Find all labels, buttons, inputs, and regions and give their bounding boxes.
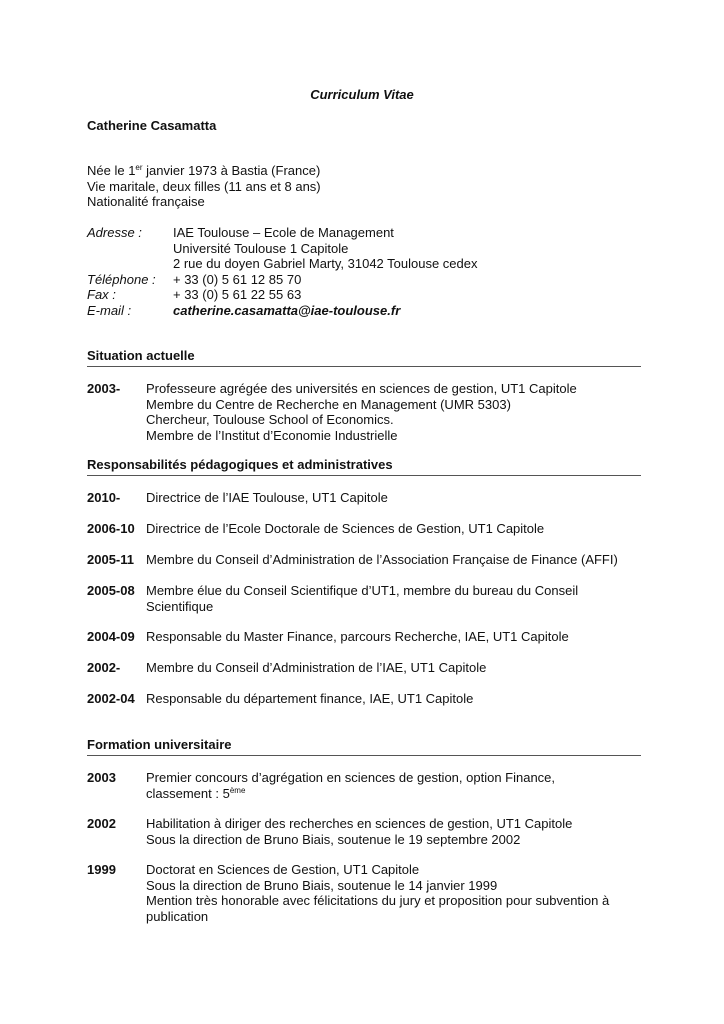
section-title-formation: Formation universitaire xyxy=(87,737,641,756)
formation-entry xyxy=(87,862,641,924)
entry-line: Chercheur, Toulouse School of Economics. xyxy=(146,412,394,427)
personal-info xyxy=(87,163,641,210)
entry-year: 2010- xyxy=(87,490,121,505)
email-link[interactable]: catherine.casamatta@iae-toulouse.fr xyxy=(173,302,401,318)
entry-year: 2005-11 xyxy=(87,552,134,567)
entry-line: Membre du Centre de Recherche en Management (UMR 5303) xyxy=(146,396,511,412)
section-title-responsabilites: Responsabilités pédagogiques et administratives xyxy=(87,457,641,476)
entry-line: Habilitation à diriger des recherches en sciences de gestion, UT1 Capitole xyxy=(146,816,573,831)
entry-year: 2002-04 xyxy=(87,691,135,706)
responsabilite-entry xyxy=(87,629,641,645)
entry-text xyxy=(146,862,641,924)
email-label: E-mail : xyxy=(87,302,132,318)
fax-value: + 33 (0) 5 61 22 55 63 xyxy=(173,287,302,302)
entry-text: Responsable du département finance, IAE, UT1 Capitole xyxy=(146,691,474,706)
entry-year: 2003 xyxy=(87,770,116,785)
address-lines xyxy=(173,225,478,272)
responsabilite-entry xyxy=(87,691,641,707)
phone-row xyxy=(87,272,641,288)
phone-value: + 33 (0) 5 61 12 85 70 xyxy=(173,271,302,287)
address-row xyxy=(87,225,641,272)
person-name: Catherine Casamatta xyxy=(87,118,217,133)
document-title: Curriculum Vitae xyxy=(310,87,414,102)
responsabilite-entry xyxy=(87,490,641,506)
address-line: IAE Toulouse – Ecole de Management xyxy=(173,225,394,240)
entry-text: Responsable du Master Finance, parcours Recherche, IAE, UT1 Capitole xyxy=(146,629,569,644)
birth-sup: er xyxy=(135,163,143,172)
entry-text xyxy=(146,770,641,801)
entry-text: Directrice de l’Ecole Doctorale de Sciences de Gestion, UT1 Capitole xyxy=(146,521,545,536)
entry-line: Mention très honorable avec félicitations du jury et proposition pour subvention à xyxy=(146,893,610,908)
entry-line xyxy=(146,786,641,802)
entry-line: Professeure agrégée des universités en sciences de gestion, UT1 Capitole xyxy=(146,381,577,396)
entry-year: 1999 xyxy=(87,862,116,877)
entry-year: 2004-09 xyxy=(87,629,135,644)
entry-year: 2005-08 xyxy=(87,583,135,598)
responsabilite-entry xyxy=(87,552,641,568)
nationality-line: Nationalité française xyxy=(87,194,205,209)
entry-year: 2003- xyxy=(87,381,121,396)
address-line: 2 rue du doyen Gabriel Marty, 31042 Toulouse cedex xyxy=(173,256,478,271)
entry-year: 2002 xyxy=(87,816,116,831)
responsabilite-entry xyxy=(87,521,641,537)
phone-label: Téléphone : xyxy=(87,271,156,287)
entry-text xyxy=(146,381,641,443)
entry-line: publication xyxy=(146,908,209,924)
birth-suffix: janvier 1973 à Bastia (France) xyxy=(142,163,321,178)
responsabilite-entry xyxy=(87,660,641,676)
contact-block xyxy=(87,225,641,318)
entry-line: Doctorat en Sciences de Gestion, UT1 Capitole xyxy=(146,862,420,877)
entry-line: Membre élue du Conseil Scientifique d’UT1, membre du bureau du Conseil xyxy=(146,583,579,598)
responsabilite-entry xyxy=(87,583,641,614)
entry-line: Membre de l’Institut d’Economie Industrielle xyxy=(146,427,398,443)
email-row xyxy=(87,303,641,319)
rank-sup: ème xyxy=(229,785,246,795)
address-line: Université Toulouse 1 Capitole xyxy=(173,240,349,256)
fax-label: Fax : xyxy=(87,287,116,302)
entry-year: 2002- xyxy=(87,660,121,675)
entry-line: Scientifique xyxy=(146,598,214,614)
rank-text: classement : 5 xyxy=(146,785,230,801)
entry-text: Membre du Conseil d’Administration de l’IAE, UT1 Capitole xyxy=(146,660,487,675)
formation-entry xyxy=(87,770,641,801)
family-line: Vie maritale, deux filles (11 ans et 8 ans) xyxy=(87,178,321,194)
formation-entry xyxy=(87,816,641,847)
entry-line: Premier concours d’agrégation en sciences de gestion, option Finance, xyxy=(146,770,556,785)
entry-year: 2006-10 xyxy=(87,521,135,536)
entry-line: Sous la direction de Bruno Biais, soutenue le 14 janvier 1999 xyxy=(146,877,498,893)
birth-prefix: Née le 1 xyxy=(87,163,136,178)
section-title-situation: Situation actuelle xyxy=(87,348,641,367)
fax-row xyxy=(87,287,641,303)
entry-line: Sous la direction de Bruno Biais, soutenue le 19 septembre 2002 xyxy=(146,831,521,847)
entry-text: Directrice de l’IAE Toulouse, UT1 Capitole xyxy=(146,490,388,505)
entry-text xyxy=(146,816,641,847)
address-label: Adresse : xyxy=(87,225,142,240)
situation-entry xyxy=(87,381,641,443)
entry-text xyxy=(146,583,641,614)
birth-line xyxy=(87,163,641,179)
entry-text: Membre du Conseil d’Administration de l’Association Française de Finance (AFFI) xyxy=(146,552,618,567)
